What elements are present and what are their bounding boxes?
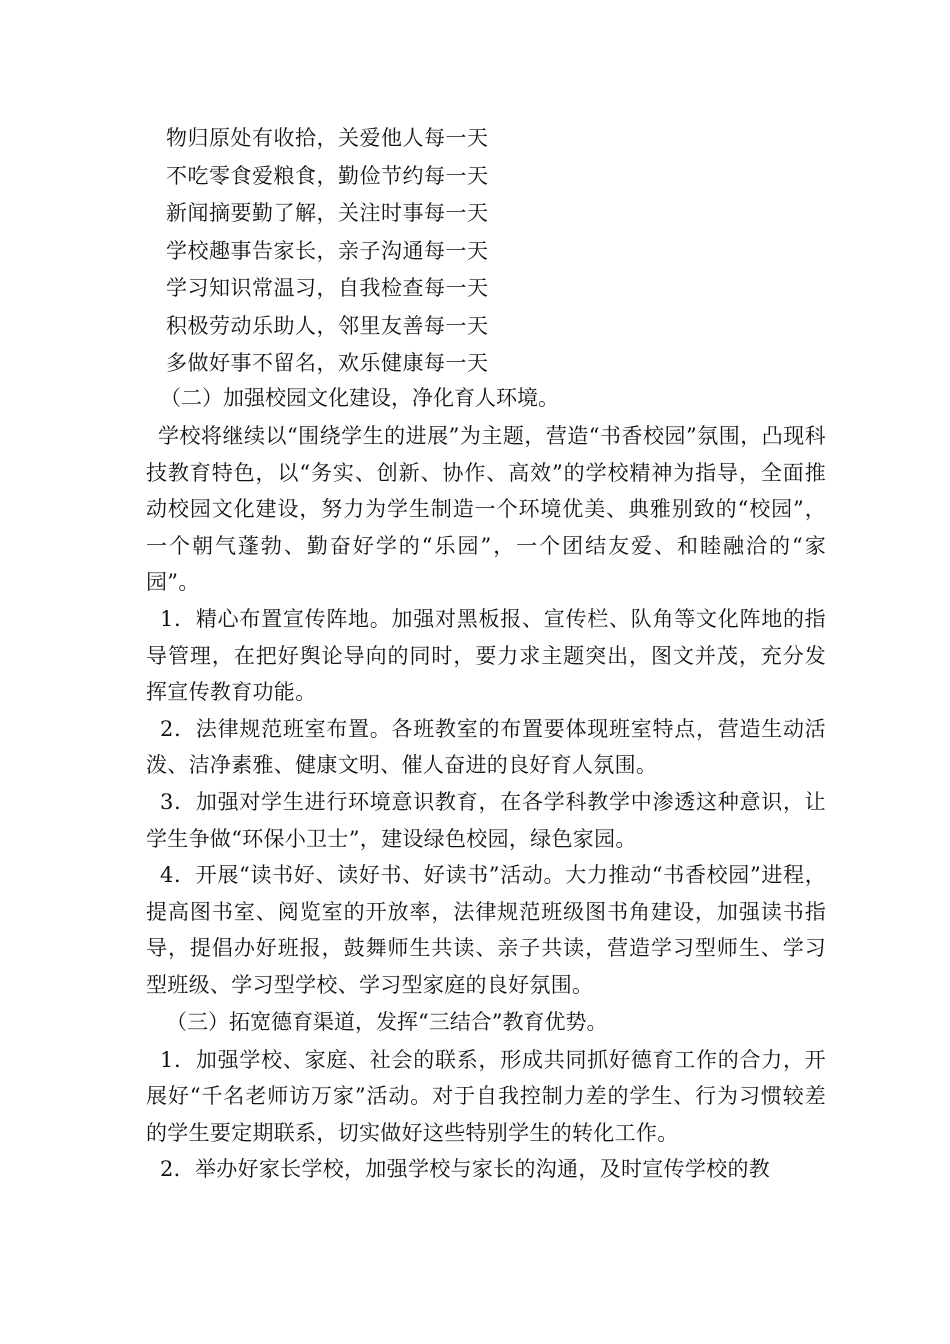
numbered-paragraph: 4．开展“读书好、读好书、好读书”活动。大力推动“书香校园”进程，提高图书室、阅览室的开放率，法律规范班级图书角建设，加强读书指导，提倡办好班报，鼓舞师生共读、亲子共读，营造学习型师生、学习型班级、学习型学校、学习型家庭的良好氛围。 bbox=[146, 863, 826, 997]
verse-line: 新闻摘要勤了解，关注时事每一天 bbox=[166, 201, 489, 225]
verse-list bbox=[166, 120, 489, 383]
body-text bbox=[146, 380, 826, 1188]
verse-line: 多做好事不留名，欢乐健康每一天 bbox=[166, 351, 489, 375]
verse-line: 不吃零食爱粮食，勤俭节约每一天 bbox=[166, 163, 489, 188]
numbered-paragraph: 2．法律规范班室布置。各班教室的布置要体现班室特点，营造生动活泼、洁净素雅、健康文明、催人奋进的良好育人氛围。 bbox=[146, 716, 826, 778]
section-heading: （三）拓宽德育渠道，发挥“三结合”教育优势。 bbox=[166, 1009, 608, 1034]
numbered-paragraph: 1．加强学校、家庭、社会的联系，形成共同抓好德育工作的合力，开展好“千名老师访万家”活动。对于自我控制力差的学生、行为习惯较差的学生要定期联系，切实做好这些特别学生的转化工作。 bbox=[146, 1047, 826, 1145]
section-heading: （二）加强校园文化建设，净化育人环境。 bbox=[160, 386, 559, 410]
section-paragraph: 学校将继续以“围绕学生的进展”为主题，营造“书香校园”氛围，凸现科技教育特色，以“务实、创新、协作、高效”的学校精神为指导，全面推动校园文化建设，努力为学生制造一个环境优美、典雅别致的“校园”，一个朝气蓬勃、勤奋好学的“乐园”，一个团结友爱、和睦融洽的“家园”。 bbox=[146, 424, 826, 595]
numbered-paragraph: 1．精心布置宣传阵地。加强对黑板报、宣传栏、队角等文化阵地的指导管理，在把好舆论导向的同时，要力求主题突出，图文并茂，充分发挥宣传教育功能。 bbox=[146, 606, 826, 705]
verse-line: 积极劳动乐助人，邻里友善每一天 bbox=[166, 313, 489, 338]
verse-line: 学习知识常温习，自我检查每一天 bbox=[166, 276, 489, 300]
numbered-paragraph: 2．举办好家长学校，加强学校与家长的沟通，及时宣传学校的教 bbox=[160, 1157, 771, 1182]
verse-line: 物归原处有收拾，关爱他人每一天 bbox=[166, 126, 489, 150]
verse-line: 学校趣事告家长，亲子沟通每一天 bbox=[166, 238, 489, 263]
numbered-paragraph: 3．加强对学生进行环境意识教育，在各学科教学中渗透这种意识，让学生争做“环保小卫士”，建设绿色校园，绿色家园。 bbox=[146, 789, 826, 851]
